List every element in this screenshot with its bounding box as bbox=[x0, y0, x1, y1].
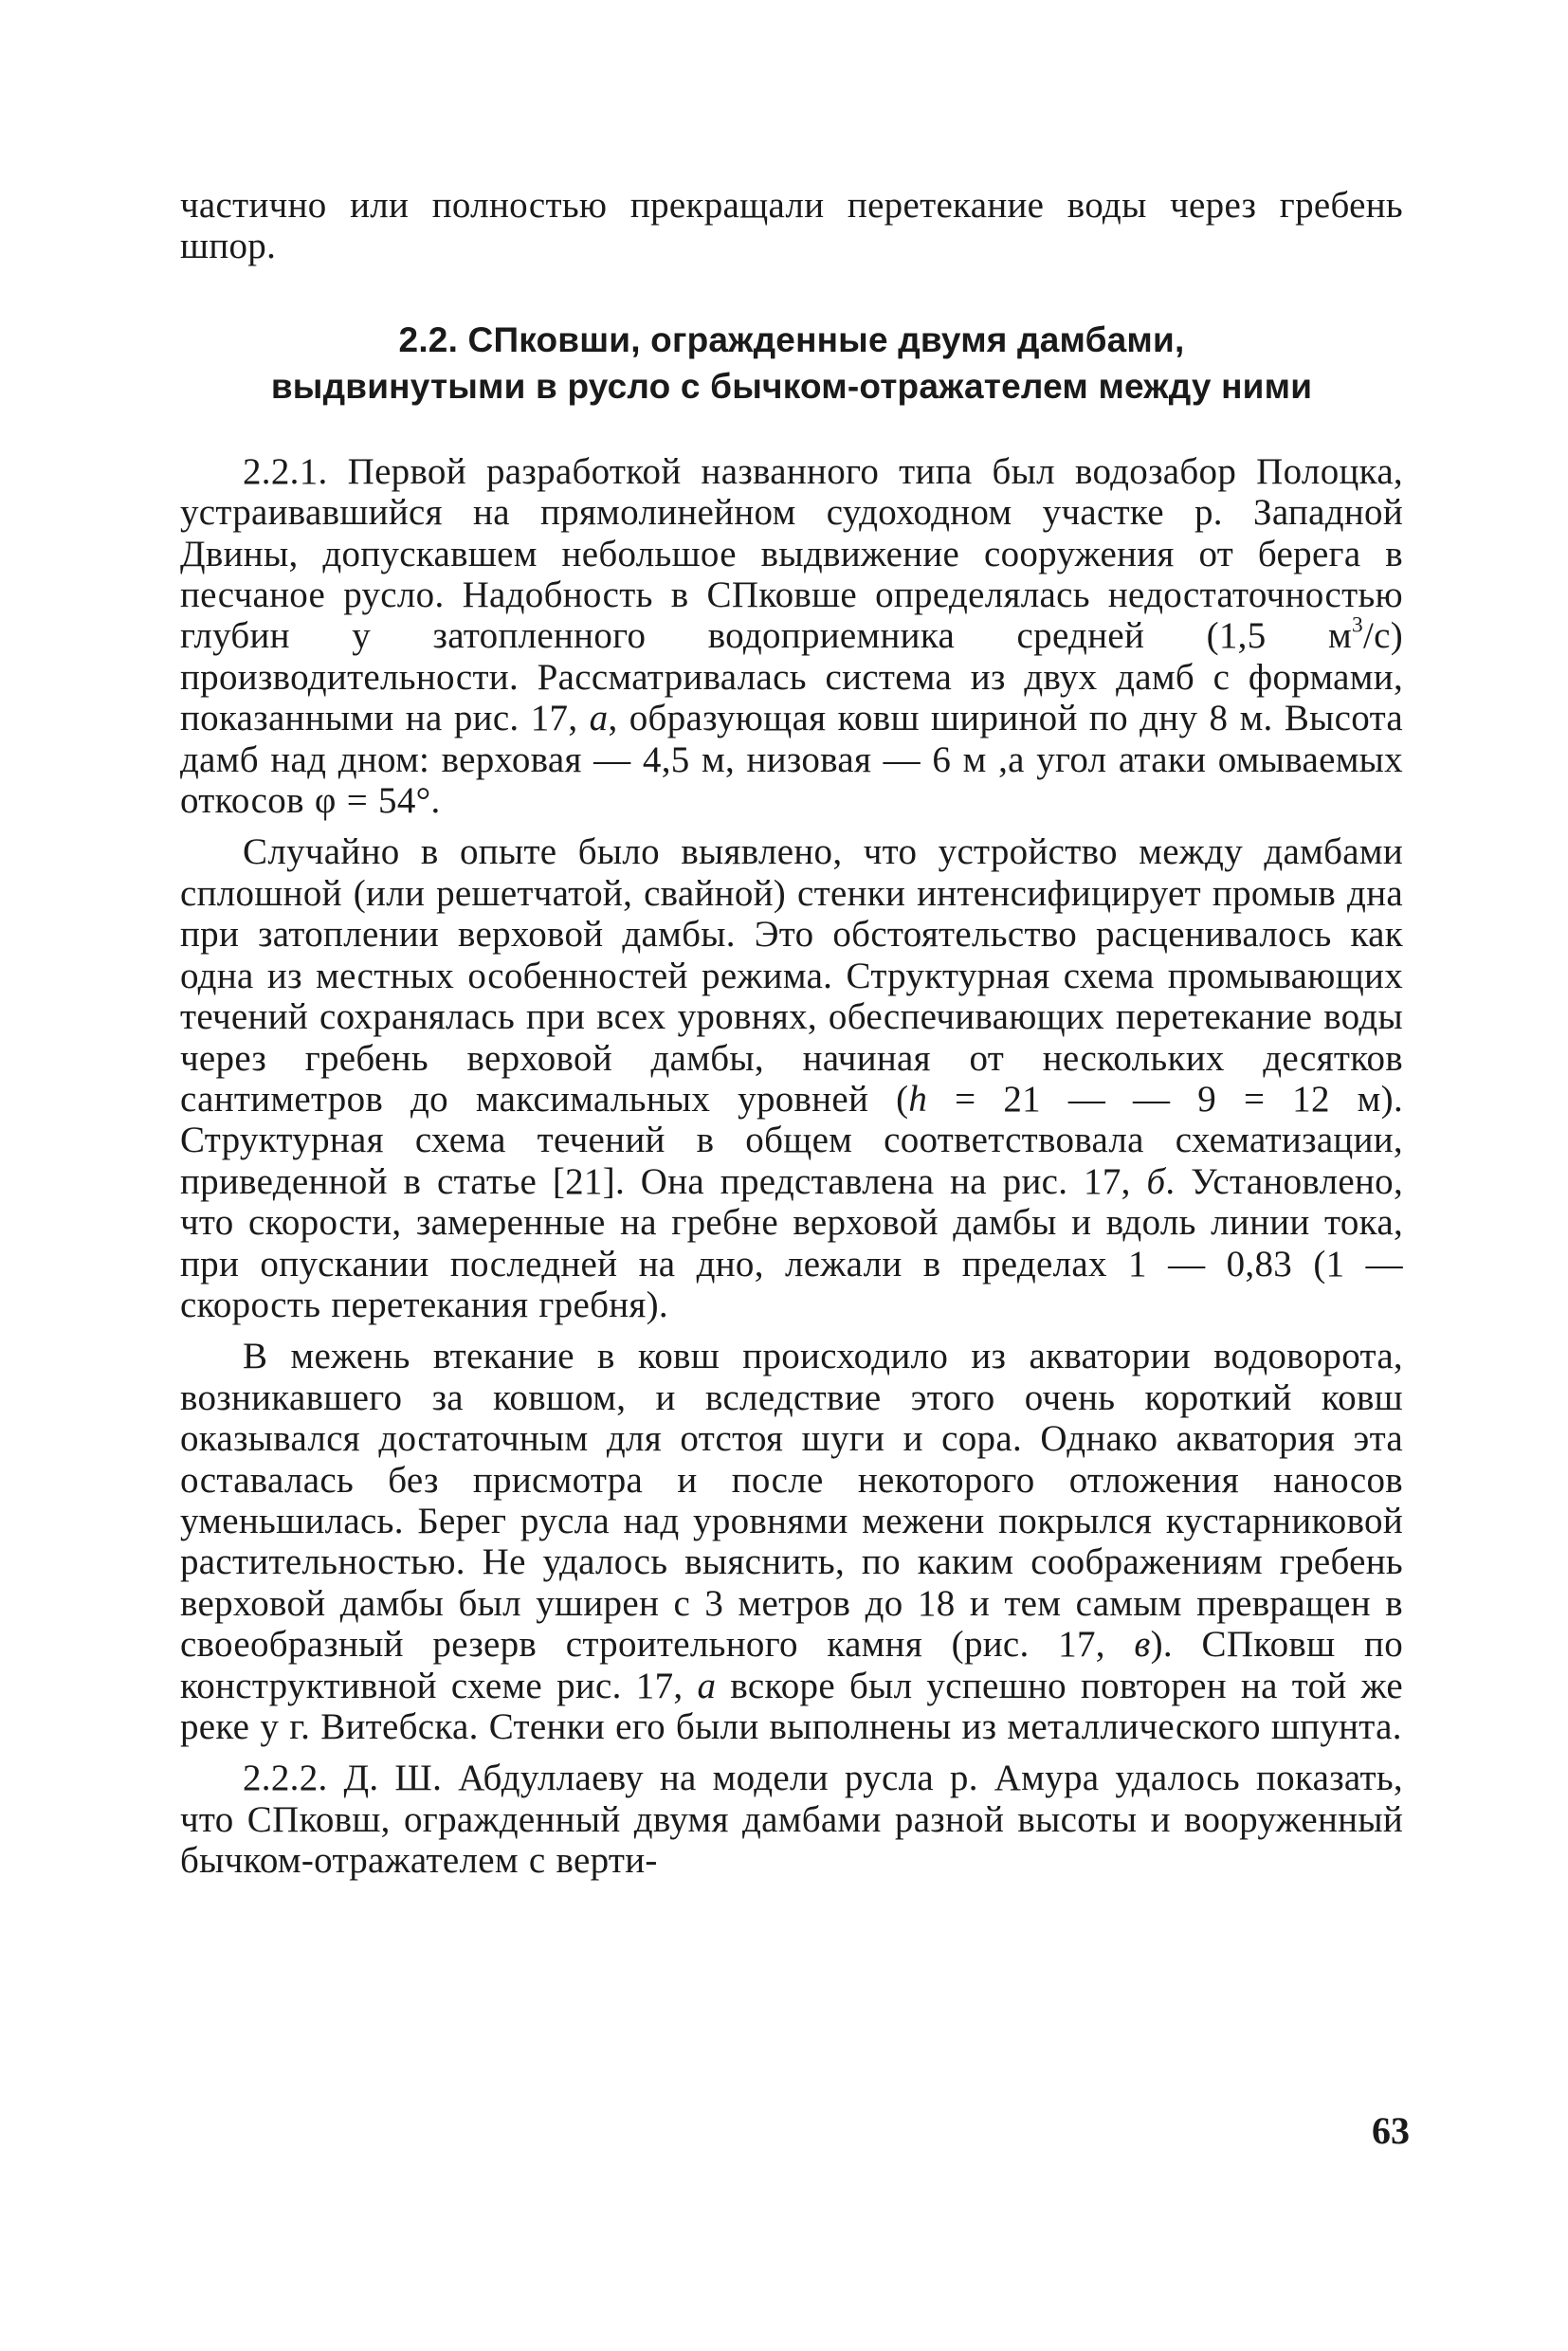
page-number: 63 bbox=[1372, 2109, 1410, 2152]
italic-letter: б bbox=[1146, 1160, 1166, 1202]
paragraph-text: В межень втекание в ковш происходило из акватории водоворота, возникавшего за ковшом, и вследствие этого очень короткий ковш оказывался достаточным для отстоя шуги и сора. Однако акватория эта оставалась без присмотра и после некоторого отложения наносов уменьшилась. Берег русла над уровнями межени покрылся кустарниковой растительностью. Не удалось выяснить, по каким соображениям гребень верховой дамбы был уширен с 3 метров до 18 и тем самым превращен в своеобразный резерв строительного камня (рис. 17, bbox=[180, 1336, 1403, 1666]
paragraph-text: вскоре был успешно повторен на той же реке у г. Витебска. Стенки его были выполнены из металлического шпунта. bbox=[180, 1665, 1403, 1747]
paragraph-text: Случайно в опыте было выявлено, что устройство между дамбами сплошной (или решетчатой, свайной) стенки интенсифицирует промыв дна при затоплении верховой дамбы. Это обстоятельство расценивалось как одна из местных особенностей режима. Структурная схема промывающих течений сохранялась при всех уровнях, обеспечивающих перетекание воды через гребень верховой дамбы, начиная от нескольких десятков сантиметров до максимальных уровней ( bbox=[180, 831, 1403, 1120]
superscript: 3 bbox=[1351, 613, 1363, 639]
paragraph-text: = 21 — — 9 = 12 м). Структурная схема течений в общем соответствовала схематизации, приведенной в статье [21]. Она представлена на рис. 17, bbox=[180, 1078, 1403, 1202]
paragraph-experiment bbox=[180, 831, 1403, 1325]
paragraph-text: . Установлено, что скорости, замеренные на гребне верховой дамбы и вдоль линии тока, при опускании последней на дно, лежали в пределах 1 — 0,83 (1 — скорость перетекания гребня). bbox=[180, 1160, 1403, 1325]
paragraph-text: 2.2.1. Первой разработкой названного типа был водозабор Полоцка, устраивавшийся на прямолинейном судоходном участке р. Западной Двины, допускавшем небольшое выдвижение сооружения от берега в песчаное русло. Надобность в СПковше определялась недостаточностью глубин у затопленного водоприемника средней (1,5 м bbox=[180, 450, 1403, 657]
paragraph-text: /с) производительности. Рассматривалась система из двух дамб с формами, показанными на рис. 17, bbox=[180, 615, 1403, 739]
italic-letter: h bbox=[908, 1078, 928, 1120]
italic-letter: а bbox=[589, 698, 609, 739]
paragraph-2-2-1 bbox=[180, 451, 1403, 822]
paragraph-2-2-2: 2.2.2. Д. Ш. Абдуллаеву на модели русла р. Амура удалось показать, что СПковш, огражденный двумя дамбами разной высоты и вооруженный бычком-отражателем с верти- bbox=[180, 1758, 1403, 1882]
paragraph-text: ). СПковш по конструктивной схеме рис. 17, bbox=[180, 1624, 1403, 1706]
paragraph-text: , образующая ковш шириной по дну 8 м. Высота дамб над дном: верховая — 4,5 м, низовая — 6 м ,а угол атаки омываемых откосов φ = 54°. bbox=[180, 698, 1403, 822]
continuation-paragraph: частично или полностью прекращали перетекание воды через гребень шпор. bbox=[180, 185, 1403, 267]
italic-letter: а bbox=[697, 1665, 717, 1706]
italic-letter: в bbox=[1134, 1624, 1151, 1666]
section-heading-line-1: 2.2. СПковши, огражденные двумя дамбами, bbox=[398, 319, 1185, 359]
section-heading-line-2: выдвинутыми в русло с бычком-отражателем между ними bbox=[270, 366, 1313, 406]
section-heading bbox=[180, 317, 1403, 410]
body-text bbox=[180, 185, 1403, 1882]
document-page bbox=[180, 185, 1403, 2233]
paragraph-low-water bbox=[180, 1336, 1403, 1747]
